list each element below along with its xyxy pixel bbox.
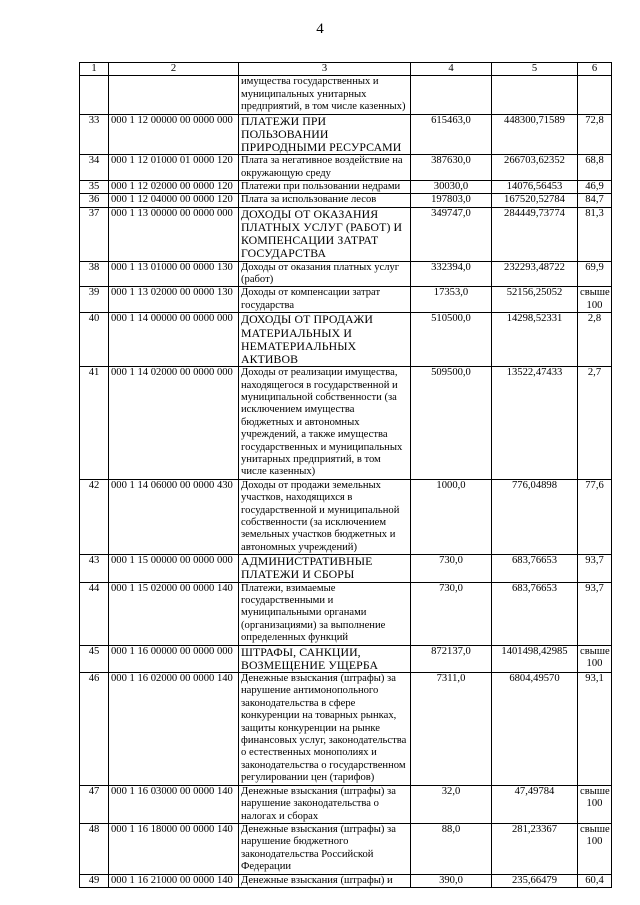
plan-amount: 615463,0 — [411, 114, 492, 155]
header-col-5: 5 — [492, 63, 578, 76]
percent-executed: 77,6 — [578, 479, 612, 554]
plan-amount: 349747,0 — [411, 207, 492, 261]
row-number: 34 — [80, 155, 109, 181]
budget-code: 000 1 16 21000 00 0000 140 — [109, 874, 239, 887]
actual-amount: 266703,62352 — [492, 155, 578, 181]
table-row — [80, 76, 612, 114]
plan-amount: 872137,0 — [411, 645, 492, 672]
row-number: 37 — [80, 207, 109, 261]
table-row — [80, 114, 612, 155]
row-number: 49 — [80, 874, 109, 887]
table-row — [80, 313, 612, 367]
percent-executed: 68,8 — [578, 155, 612, 181]
budget-code: 000 1 16 18000 00 0000 140 — [109, 823, 239, 874]
table-row — [80, 785, 612, 823]
revenue-name: Денежные взыскания (штрафы) за нарушение бюджетного законодательства Российской Федерации — [239, 823, 411, 874]
budget-code: 000 1 12 02000 00 0000 120 — [109, 181, 239, 194]
table-row — [80, 194, 612, 207]
percent-executed: 84,7 — [578, 194, 612, 207]
revenue-name: АДМИНИСТРАТИВНЫЕ ПЛАТЕЖИ И СБОРЫ — [239, 555, 411, 582]
budget-code: 000 1 12 00000 00 0000 000 — [109, 114, 239, 155]
percent-executed: 60,4 — [578, 874, 612, 887]
budget-code: 000 1 13 02000 00 0000 130 — [109, 287, 239, 313]
plan-amount: 30030,0 — [411, 181, 492, 194]
row-number — [80, 76, 109, 114]
percent-executed: свыше 100 — [578, 785, 612, 823]
budget-code: 000 1 12 01000 01 0000 120 — [109, 155, 239, 181]
plan-amount: 197803,0 — [411, 194, 492, 207]
row-number: 42 — [80, 479, 109, 554]
row-number: 33 — [80, 114, 109, 155]
row-number: 48 — [80, 823, 109, 874]
actual-amount: 683,76653 — [492, 555, 578, 582]
actual-amount: 47,49784 — [492, 785, 578, 823]
table-row — [80, 261, 612, 287]
header-row — [80, 63, 612, 76]
revenue-name: Доходы от продажи земельных участков, находящихся в государственной и муниципальной собственности (за исключением земельных участков бюджетных и автономных учреждений) — [239, 479, 411, 554]
revenue-table — [79, 62, 612, 888]
actual-amount: 1401498,42985 — [492, 645, 578, 672]
table-row — [80, 555, 612, 582]
plan-amount: 390,0 — [411, 874, 492, 887]
percent-executed: 2,7 — [578, 367, 612, 480]
budget-code: 000 1 16 03000 00 0000 140 — [109, 785, 239, 823]
budget-code: 000 1 15 00000 00 0000 000 — [109, 555, 239, 582]
table-row — [80, 582, 612, 645]
plan-amount: 387630,0 — [411, 155, 492, 181]
actual-amount: 13522,47433 — [492, 367, 578, 480]
revenue-name: ДОХОДЫ ОТ ОКАЗАНИЯ ПЛАТНЫХ УСЛУГ (РАБОТ) И КОМПЕНСАЦИИ ЗАТРАТ ГОСУДАРСТВА — [239, 207, 411, 261]
budget-code: 000 1 14 06000 00 0000 430 — [109, 479, 239, 554]
percent-executed: 93,7 — [578, 555, 612, 582]
page-number: 4 — [316, 21, 324, 37]
percent-executed: 2,8 — [578, 313, 612, 367]
actual-amount: 52156,25052 — [492, 287, 578, 313]
revenue-name: Платежи, взимаемые государственными и муниципальными органами (организациями) за выполнение определенных функций — [239, 582, 411, 645]
budget-code: 000 1 14 00000 00 0000 000 — [109, 313, 239, 367]
budget-code: 000 1 16 00000 00 0000 000 — [109, 645, 239, 672]
table-row — [80, 181, 612, 194]
actual-amount: 14298,52331 — [492, 313, 578, 367]
table-row — [80, 207, 612, 261]
revenue-name: ПЛАТЕЖИ ПРИ ПОЛЬЗОВАНИИ ПРИРОДНЫМИ РЕСУРСАМИ — [239, 114, 411, 155]
row-number: 43 — [80, 555, 109, 582]
plan-amount: 88,0 — [411, 823, 492, 874]
row-number: 36 — [80, 194, 109, 207]
table-row — [80, 287, 612, 313]
plan-amount: 510500,0 — [411, 313, 492, 367]
plan-amount: 17353,0 — [411, 287, 492, 313]
table-row — [80, 874, 612, 887]
budget-code: 000 1 12 04000 00 0000 120 — [109, 194, 239, 207]
revenue-name: Плата за негативное воздействие на окружающую среду — [239, 155, 411, 181]
row-number: 46 — [80, 673, 109, 786]
actual-amount: 235,66479 — [492, 874, 578, 887]
actual-amount: 683,76653 — [492, 582, 578, 645]
budget-code: 000 1 16 02000 00 0000 140 — [109, 673, 239, 786]
row-number: 45 — [80, 645, 109, 672]
percent-executed: 93,1 — [578, 673, 612, 786]
actual-amount: 232293,48722 — [492, 261, 578, 287]
revenue-name: Денежные взыскания (штрафы) и — [239, 874, 411, 887]
percent-executed — [578, 76, 612, 114]
actual-amount — [492, 76, 578, 114]
header-col-1: 1 — [80, 63, 109, 76]
revenue-name: ШТРАФЫ, САНКЦИИ, ВОЗМЕЩЕНИЕ УЩЕРБА — [239, 645, 411, 672]
header-col-4: 4 — [411, 63, 492, 76]
actual-amount: 14076,56453 — [492, 181, 578, 194]
header-col-2: 2 — [109, 63, 239, 76]
revenue-name: Плата за использование лесов — [239, 194, 411, 207]
budget-code: 000 1 15 02000 00 0000 140 — [109, 582, 239, 645]
percent-executed: свыше 100 — [578, 287, 612, 313]
plan-amount: 332394,0 — [411, 261, 492, 287]
revenue-name: Денежные взыскания (штрафы) за нарушение законодательства о налогах и сборах — [239, 785, 411, 823]
table-row — [80, 479, 612, 554]
percent-executed: 72,8 — [578, 114, 612, 155]
percent-executed: 69,9 — [578, 261, 612, 287]
actual-amount: 776,04898 — [492, 479, 578, 554]
plan-amount: 32,0 — [411, 785, 492, 823]
plan-amount: 509500,0 — [411, 367, 492, 480]
revenue-name: Денежные взыскания (штрафы) за нарушение антимонопольного законодательства в сфере конкуренции на товарных рынках, защиты конкуренции на рынке финансовых услуг, законодательства о естественных монополиях и законодательства о государственном регулировании цен (тарифов) — [239, 673, 411, 786]
table-row — [80, 367, 612, 480]
plan-amount: 730,0 — [411, 582, 492, 645]
plan-amount: 7311,0 — [411, 673, 492, 786]
revenue-name: имущества государственных и муниципальных унитарных предприятий, в том числе казенных) — [239, 76, 411, 114]
percent-executed: 81,3 — [578, 207, 612, 261]
actual-amount: 6804,49570 — [492, 673, 578, 786]
plan-amount: 1000,0 — [411, 479, 492, 554]
budget-code — [109, 76, 239, 114]
revenue-name: Платежи при пользовании недрами — [239, 181, 411, 194]
percent-executed: 93,7 — [578, 582, 612, 645]
table-row — [80, 155, 612, 181]
percent-executed: 46,9 — [578, 181, 612, 194]
budget-code: 000 1 13 00000 00 0000 000 — [109, 207, 239, 261]
percent-executed: свыше 100 — [578, 823, 612, 874]
revenue-name: ДОХОДЫ ОТ ПРОДАЖИ МАТЕРИАЛЬНЫХ И НЕМАТЕРИАЛЬНЫХ АКТИВОВ — [239, 313, 411, 367]
actual-amount: 448300,71589 — [492, 114, 578, 155]
header-col-6: 6 — [578, 63, 612, 76]
revenue-name: Доходы от реализации имущества, находящегося в государственной и муниципальной собственности (за исключением имущества бюджетных и автономных учреждений, а также имущества государственных и муниципальных унитарных предприятий, в том числе казенных) — [239, 367, 411, 480]
plan-amount: 730,0 — [411, 555, 492, 582]
budget-code: 000 1 14 02000 00 0000 000 — [109, 367, 239, 480]
row-number: 40 — [80, 313, 109, 367]
row-number: 35 — [80, 181, 109, 194]
actual-amount: 167520,52784 — [492, 194, 578, 207]
percent-executed: свыше 100 — [578, 645, 612, 672]
row-number: 44 — [80, 582, 109, 645]
revenue-name: Доходы от компенсации затрат государства — [239, 287, 411, 313]
table-row — [80, 645, 612, 672]
row-number: 47 — [80, 785, 109, 823]
plan-amount — [411, 76, 492, 114]
actual-amount: 281,23367 — [492, 823, 578, 874]
revenue-name: Доходы от оказания платных услуг (работ) — [239, 261, 411, 287]
table-row — [80, 673, 612, 786]
budget-code: 000 1 13 01000 00 0000 130 — [109, 261, 239, 287]
row-number: 39 — [80, 287, 109, 313]
row-number: 38 — [80, 261, 109, 287]
row-number: 41 — [80, 367, 109, 480]
actual-amount: 284449,73774 — [492, 207, 578, 261]
header-col-3: 3 — [239, 63, 411, 76]
table-row — [80, 823, 612, 874]
